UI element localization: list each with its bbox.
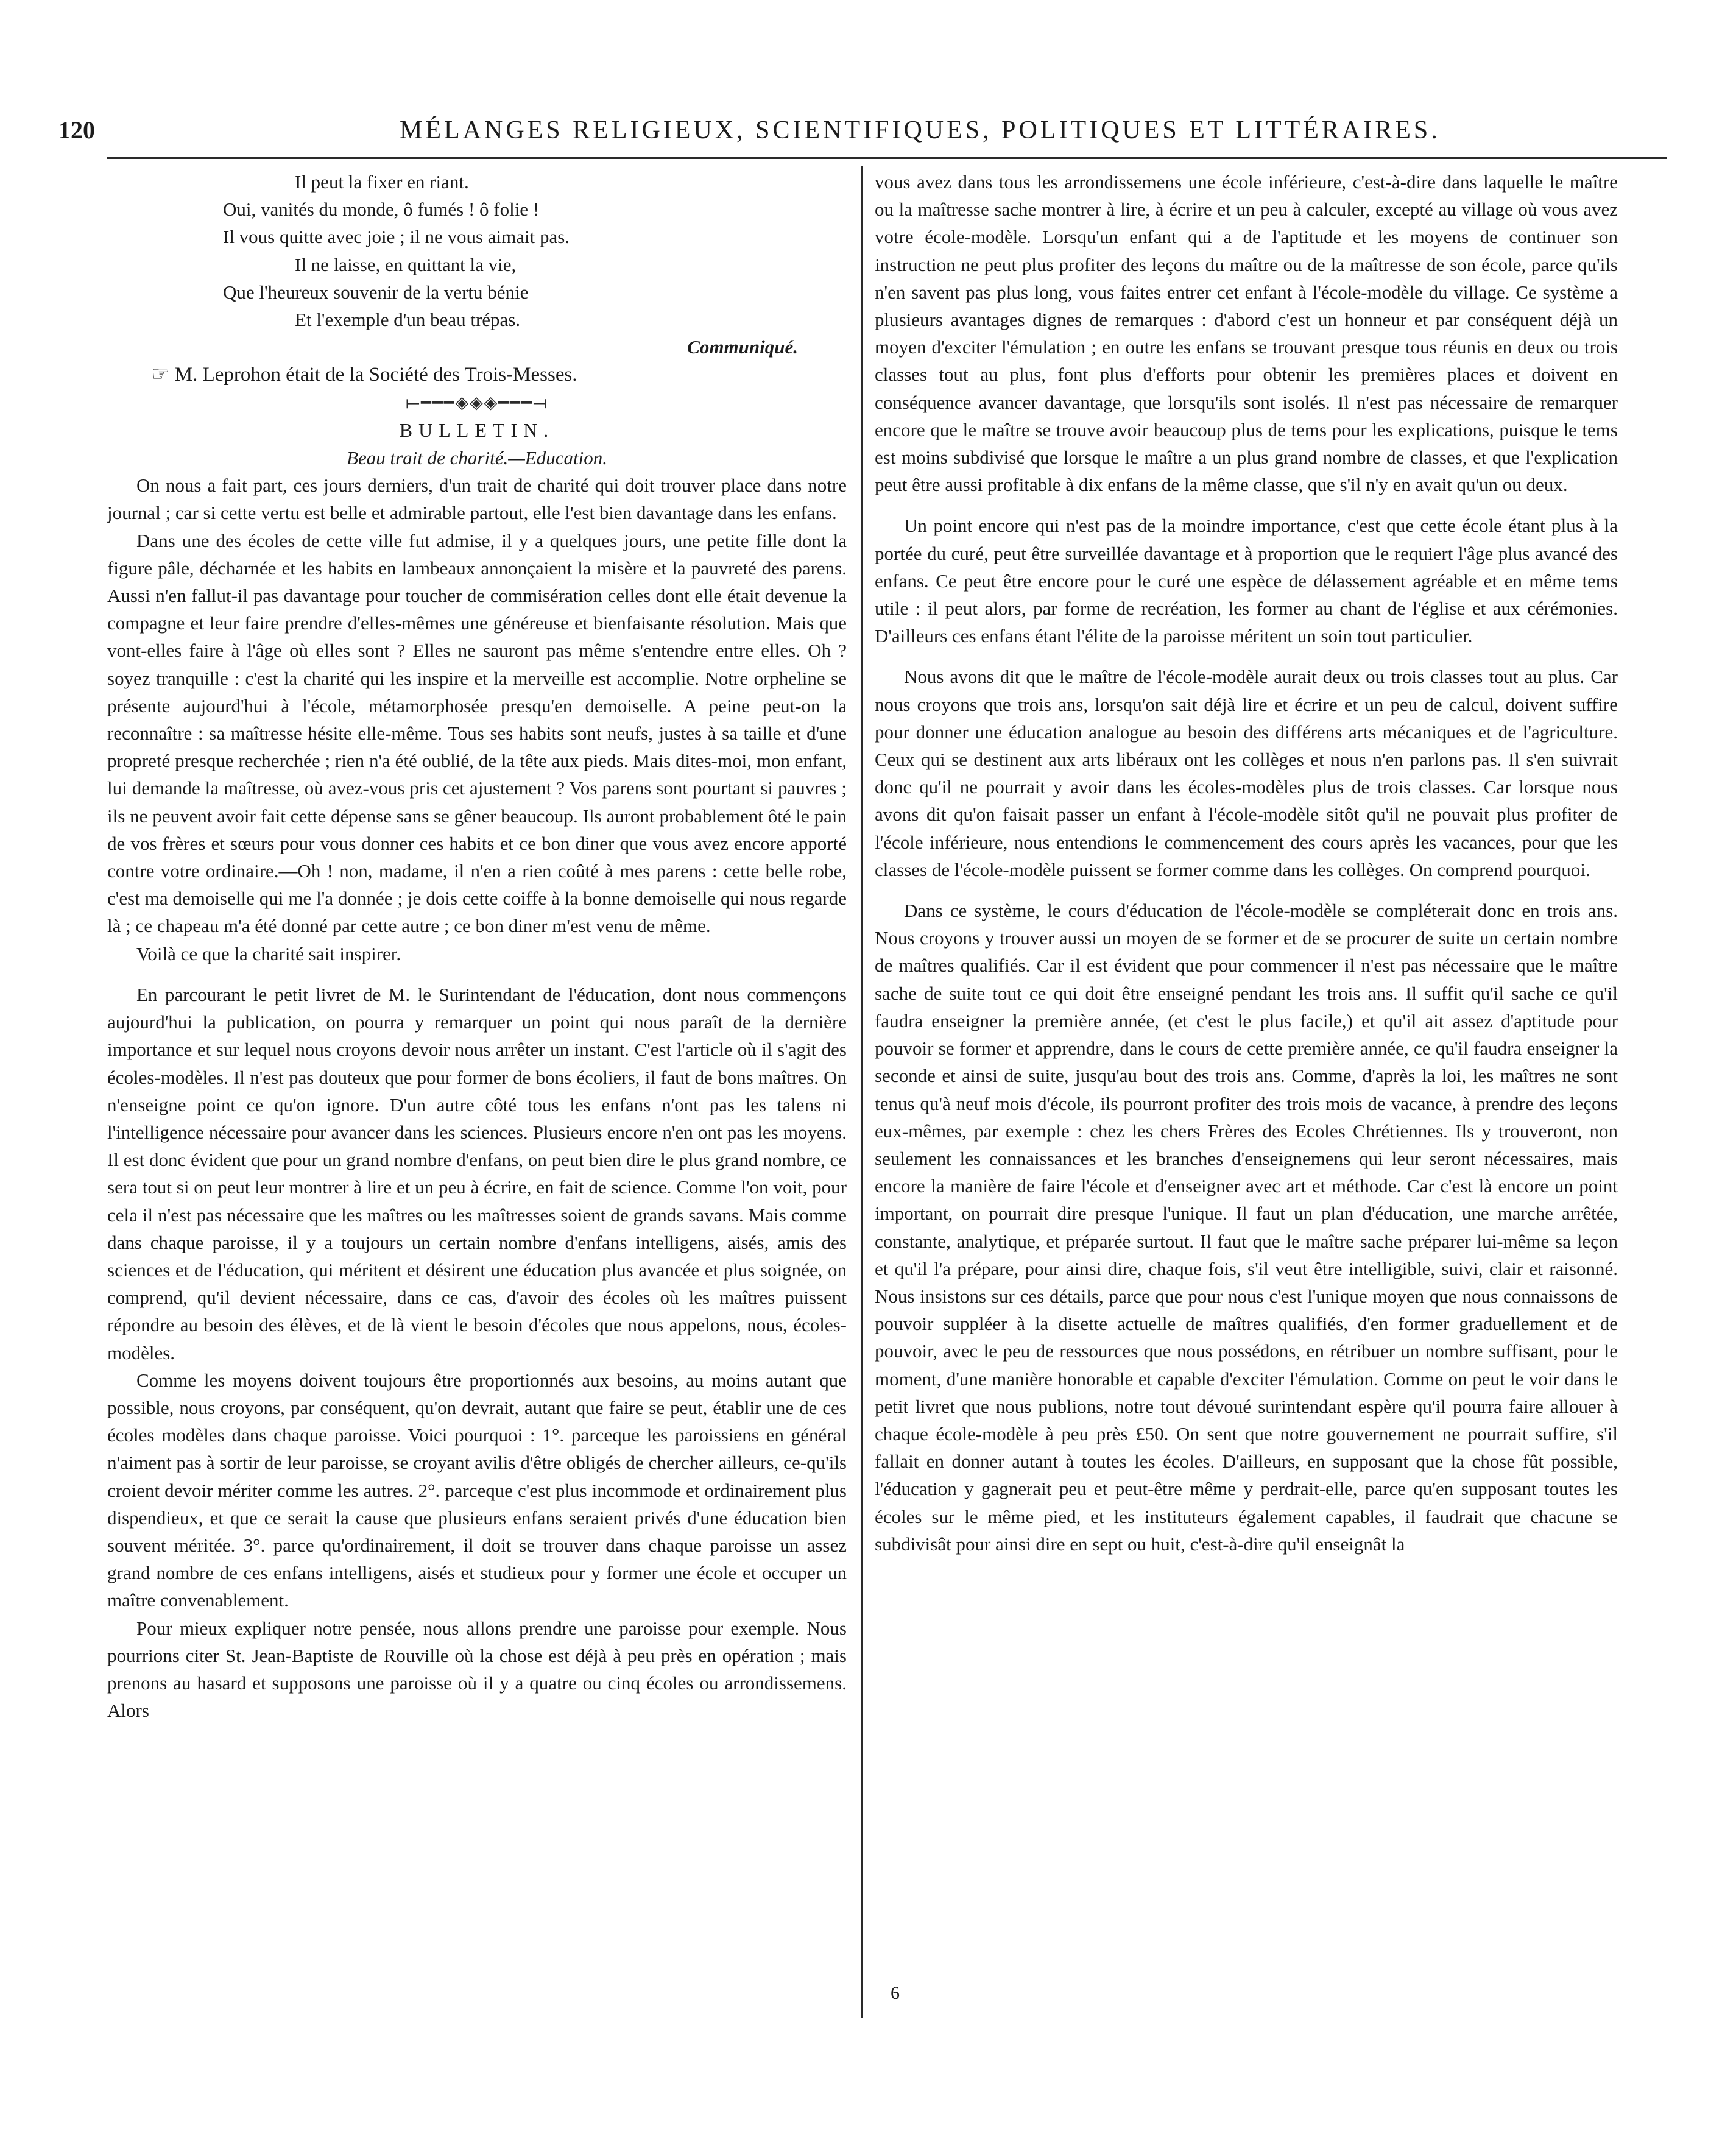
poem-attribution: Communiqué. <box>687 336 798 358</box>
paragraph: On nous a fait part, ces jours derniers, d'un trait de charité qui doit trouver place dans notre journal ; car si cette vertu est belle et admirable partout, elle l'est bien davantage dans les enfans. <box>107 475 847 524</box>
header-rule <box>107 157 1667 159</box>
running-title: MÉLANGES RELIGIEUX, SCIENTIFIQUES, POLITIQUES ET LITTÉRAIRES. <box>400 116 1441 144</box>
paragraph: Un point encore qui n'est pas de la moindre importance, c'est que cette école étant plus à la portée du curé, peut être surveillée davantage et à proportion que le requiert l'âge plus avancé des enfans. Ce peut être encore pour le curé une espèce de délassement agréable et en même tems utile : il peut alors, par forme de recréation, les former au chant de l'église et aux cérémonies. D'ailleurs ces enfans étant l'élite de la paroisse méritent un soin tout particulier. <box>875 515 1618 647</box>
paragraph: Nous avons dit que le maître de l'école-modèle aurait deux ou trois classes tout au plus. Car nous croyons que trois ans, lorsqu'on sait déjà lire et écrire et un peu de calcul, doivent suffire pour donner une éducation analogue au besoin des différens arts mécaniques et de l'agriculture. Ceux qui se destinent aux arts libéraux ont les collèges et nous n'en parlons pas. Il s'en suivrait donc qu'il ne pourrait y avoir dans les écoles-modèles plus de trois classes. Car lorsque nous avons dit qu'on faisait passer un enfant à l'école-modèle sitôt qu'il ne pouvait plus profiter de l'école inférieure, nous entendions le commencement des cours après les vacances, pour que les classes de l'école-modèle puissent se former comme dans les collèges. On comprend pourquoi. <box>875 666 1618 880</box>
poem-line: Que l'heureux souvenir de la vertu bénie <box>223 281 529 303</box>
notice-text: M. Leprohon était de la Société des Trois-Messes. <box>174 364 577 386</box>
page-header <box>58 116 1679 150</box>
paragraph: vous avez dans tous les arrondissemens une école inférieure, c'est-à-dire dans laquelle le maître ou la maîtresse sache montrer à lire, à écrire et un peu à calculer, excepté au village où vous avez votre école-modèle. Lorsqu'un enfant qui a de l'aptitude et les moyens de continuer son instruction ne peut plus profiter des leçons du maître ou de la maîtresse de son école, parce qu'ils n'en savent pas plus long, vous faites entrer cet enfant à l'école-modèle du village. Ce système a plusieurs avantages dignes de remarques : d'abord c'est un honneur et par conséquent déjà un moyen d'exciter l'émulation ; en outre les enfans se trouvant presque tous réunis en deux ou trois classes tout au plus, font plus d'efforts pour obtenir les premières places et doivent en conséquence avancer davantage, que lorsqu'ils sont isolés. Il n'est pas nécessaire de remarquer encore que le maître se trouve avoir beaucoup plus de tems pour les explications, puisque le tems est moins subdivisé que lorsque le maître a un plus grand nombre de classes, et que l'explication peut être aussi profitable à dix enfans de la même classe, que s'il n'y en avait qu'un ou deux. <box>875 171 1618 496</box>
ornament-divider: ⟝━━━◈◈◈━━━⟞ <box>405 393 549 412</box>
paragraph: En parcourant le petit livret de M. le Surintendant de l'éducation, dont nous commençons aujourd'hui la publication, on pourra y remarquer un point qui nous paraît de la dernière importance et sur lequel nous croyons devoir nous arrêter un instant. C'est l'article où il s'agit des écoles-modèles. Il n'est pas douteux que pour former de bons écoliers, il faut de bons maîtres. On n'enseigne point ce qu'on ignore. D'un autre côté tous les enfans n'ont pas les talens ni l'intelligence nécessaire pour avancer dans les sciences. Plusieurs encore n'en ont pas les moyens. Il est donc évident que pour un grand nombre d'enfans, on peut bien dire le plus grand nombre, ce sera tout si on peut leur montrer à lire et un peu à écrire, en fait de science. Comme l'on voit, pour cela il n'est pas nécessaire que les maîtres ou les maîtresses soient de grands savans. Mais comme dans chaque paroisse, il y a toujours un certain nombre d'enfans intelligens, aisés, amis des sciences et de l'éducation, qui méritent et désirent une éducation plus avancée et plus soignée, on comprend, qu'il devient nécessaire, dans ce cas, d'avoir des écoles où les maîtres puissent répondre au besoin des élèves, et de là vient le besoin d'écoles que nous appelons, nous, écoles-modèles. <box>107 983 847 1363</box>
signature-mark: 6 <box>891 1983 900 2003</box>
poem-line: Et l'exemple d'un beau trépas. <box>295 309 521 331</box>
right-column <box>875 168 1618 1558</box>
poem-line: Oui, vanités du monde, ô fumés ! ô folie ! <box>223 199 540 221</box>
poem-line: Il peut la fixer en riant. <box>295 171 469 193</box>
poem-line: Il ne laisse, en quittant la vie, <box>295 253 517 275</box>
poem <box>223 168 847 333</box>
column-divider <box>861 166 863 2018</box>
page-number: 120 <box>58 116 95 144</box>
notice <box>107 361 847 389</box>
pointing-hand-icon: ☞ <box>151 363 170 386</box>
paragraph: Dans une des écoles de cette ville fut admise, il y a quelques jours, une petite fille dont la figure pâle, décharnée et les habits en lambeaux annonçaient la misère et la pauvreté des parens. Aussi n'en fallut-il pas davantage pour toucher de commisération celles dont elle était devenue la compagne et leur faire prendre d'elles-mêmes une généreuse et bienfaisante résolution. Mais que vont-elles faire à l'âge où elles sont ? Elles ne sauront pas même s'entendre entre elles. Oh ? soyez tranquille : c'est la charité qui les inspire et la merveille est accomplie. Notre orpheline se présente aujourd'hui à l'école, métamorphosée presqu'en demoiselle. A peine peut-on la reconnaître : sa maîtresse hésite elle-même. Tous ses habits sont neufs, justes à sa taille et d'une propreté presque recherchée ; rien n'a été oublié, de la tête aux pieds. Mais dites-moi, mon enfant, lui demande la maîtresse, où avez-vous pris cet ajustement ? Vos parens sont pourtant si pauvres ; ils ne peuvent avoir fait cette dépense sans se gêner beaucoup. Ils auront probablement ôté le pain de vos frères et sœurs pour vous donner ces habits et ce bon diner que vous avez encore apporté contre votre ordinaire.—Oh ! non, madame, il n'en a rien coûté à mes parens : cette belle robe, c'est ma demoiselle qui me l'a donnée ; je dois cette coiffe à la bonne demoiselle qui nous regarde là ; ce chapeau m'a été donné par cette autre ; ce bon diner m'est venu de même. <box>107 529 847 937</box>
paragraph: Voilà ce que la charité sait inspirer. <box>136 942 401 964</box>
bulletin-heading: BULLETIN. <box>399 419 555 441</box>
paragraph: Dans ce système, le cours d'éducation de l'école-modèle se compléterait donc en trois ans. Nous croyons y trouver aussi un moyen de se former et de se procurer de suite un certain nombre de maîtres qualifiés. Car il est évident que pour commencer il n'est pas nécessaire que le maître sache de suite tout ce qui doit être enseigné pendant les trois ans. Il suffit qu'il sache ce qu'il faudra enseigner la première année, (et c'est le plus facile,) et qu'il ait assez d'aptitude pour pouvoir se former et apprendre, dans le cours de cette première année, ce qu'il faudra enseigner la seconde et ainsi de suite, jusqu'au bout des trois ans. Comme, d'après la loi, les maîtres ne sont tenus qu'à neuf mois d'école, ils pourront profiter des trois mois de vacance, à prendre des leçons eux-mêmes, par exemple : chez les chers Frères des Ecoles Chrétiennes. Ils y trouveront, non seulement les connaissances et les branches d'enseignemens qui leur seront nécessaires, mais encore la manière de faire l'école et d'enseigner avec art et méthode. Car c'est là encore un point important, on pourrait dire presque l'unique. Il faut un plan d'éducation, une marche arrêtée, constante, analytique, et préparée surtout. Il faut que le maître sache préparer lui-même sa leçon et qu'il l'a prépare, pour ainsi dire, chaque fois, s'il veut être intelligible, suivi, clair et raisonné. Nous insistons sur ces détails, parce que pour nous c'est l'unique moyen que nous connaissons de pouvoir suppléer à la disette actuelle de maîtres qualifiés, d'en former graduellement et de pouvoir, avec le peu de ressources que nous possédons, en rétribuer un nombre suffisant, pour le moment, d'une manière honorable et capable d'exciter l'émulation. Comme on peut le voir dans le petit livret que nous publions, notre tout dévoué surintendant espère qu'il pourra faire allouer à chaque école-modèle à peu près £50. On sent que notre gouvernement ne pourrait suffire, s'il fallait en donner autant à toutes les écoles. D'ailleurs, en supposant que la chose fût possible, l'éducation y gagnerait peu et peut-être même y perdrait-elle, parce qu'en supposant toutes les écoles sur le même pied, et les instituteurs également capables, il faudrait que chacune se subdivisât pour ainsi dire en sept ou huit, c'est-à-dire qu'il enseignât la <box>875 900 1618 1555</box>
bulletin-subheading: Beau trait de charité.—Education. <box>347 447 607 469</box>
paragraph: Pour mieux expliquer notre pensée, nous allons prendre une paroisse pour exemple. Nous pourrions citer St. Jean-Baptiste de Rouville où la chose est déjà à peu près en opération ; mais prenons au hasard et supposons une paroisse où il y a quatre ou cinq écoles ou arrondissemens. Alors <box>107 1617 847 1722</box>
left-column <box>107 168 847 1724</box>
poem-line: Il vous quitte avec joie ; il ne vous aimait pas. <box>223 226 570 248</box>
paragraph: Comme les moyens doivent toujours être proportionnés aux besoins, au moins autant que possible, nous croyons, par conséquent, qu'on devrait, autant que faire se peut, établir une de ces écoles modèles dans chaque paroisse. Voici pourquoi : 1°. parceque les paroissiens en général n'aiment pas à sortir de leur paroisse, se croyant avilis d'être obligés de chercher ailleurs, ce-qu'ils croient devoir mériter comme les autres. 2°. parceque c'est plus incommode et ordinairement plus dispendieux, et que ce serait la cause que plusieurs enfans seraient privés d'une éducation bien souvent méritée. 3°. parce qu'ordinairement, il doit se trouver dans chaque paroisse un assez grand nombre de ces enfans intelligens, aisés et studieux pour y former une école et occuper un maître convenablement. <box>107 1369 847 1611</box>
